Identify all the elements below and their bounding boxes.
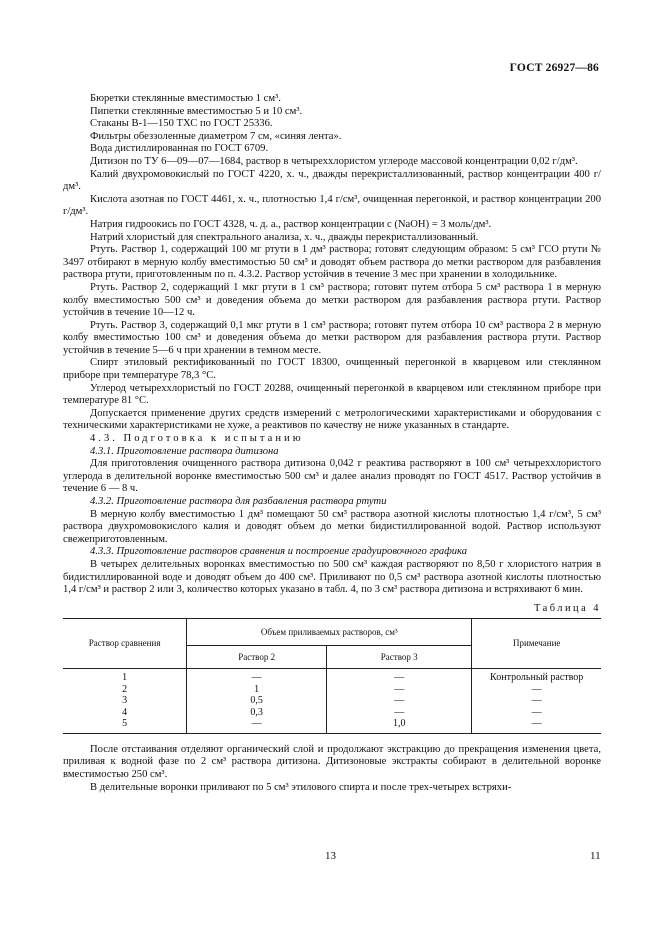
standard-number: ГОСТ 26927—86 — [509, 62, 599, 74]
paragraph: Углерод четыреххлористый по ГОСТ 20288, очищенный перегонкой в кварцевом или стеклянном приборе при температуре 81 °С. — [63, 382, 601, 407]
table-caption: Таблица 4 — [534, 602, 601, 614]
paragraph: В четырех делительных воронках вместимостью по 500 см³ каждая растворяют по 8,50 г хлористого натрия в бидистиллированной воде и доводят объем до 400 см³. Приливают по 0,5 см³ раствора азотной кислоты плотностью 1,4 г/см³ и раствор 2 или 3, количество которых указано в табл. 4, по 3 см³ раствора дитизона и встряхивают 6 мин. — [63, 558, 601, 596]
paragraph: Пипетки стеклянные вместимостью 5 и 10 см³. — [90, 105, 303, 117]
subsection-heading: 4.3.1. Приготовление раствора дитизона — [90, 445, 279, 457]
header-r2: Раствор 2 — [187, 646, 327, 669]
table-row: 2 1 — — — [63, 684, 601, 696]
paragraph: Ртуть. Раствор 2, содержащий 1 мкг ртути в 1 см³ раствора; готовят путем отбора 5 см³ раствора 1 в мерную колбу вместимостью 500 см³ и доведения объема до метки раствором для разбавления раствора ртути. Раствор устойчив в течение 10—12 ч. — [63, 281, 601, 319]
document-body — [63, 93, 601, 794]
paragraph: Калий двухромовокислый по ГОСТ 4220, х. ч., дважды перекристаллизованный, раствор концентрации 400 г/дм³. — [63, 168, 601, 193]
paragraph: Для приготовления очищенного раствора дитизона 0,042 г реактива растворяют в 100 см³ четыреххлористого углерода в делительной воронке вместимостью 500 см³ и далее анализ проводят по ГОСТ 4517. Раствор устойчив в течение 6 — 8 ч. — [63, 458, 601, 495]
paragraph: В делительные воронки приливают по 5 см³ этилового спирта и после трех-четырех встряхи- — [90, 781, 512, 793]
header-r3: Раствор 3 — [327, 646, 472, 669]
subsection-heading: 4.3.3. Приготовление растворов сравнения и построение градуировочного графика — [90, 546, 468, 558]
table-row: 5 — 1,0 — — [63, 718, 601, 733]
paragraph: Ртуть. Раствор 1, содержащий 100 мг ртути в 1 дм³ раствора; готовят следующим образом: 5 см³ ГСО ртути № 3497 отбирают в мерную колбу вместимостью 50 см³ и доводят объем раствора до метки раствором для разбавления раствора ртути, приготовленным по п. 4.3.2. Раствор устойчив в течение 3 мес при хранении в холодильнике. — [63, 244, 601, 281]
header-volume: Объем приливаемых растворов, см³ — [187, 619, 472, 646]
table-row: 3 0,5 — — — [63, 695, 601, 707]
table-row: 4 0,3 — — — [63, 707, 601, 719]
paragraph: В мерную колбу вместимостью 1 дм³ помещают 50 см³ раствора азотной кислоты плотностью 1,4 г/см³, 5 см³ раствора двухромовокислого калия и доводят объем до метки бидистиллированной водой. Раствор используют свежеприготовленным. — [63, 508, 601, 545]
table-row: 1 — — Контрольный раствор — [63, 669, 601, 684]
paragraph: Фильтры обеззоленные диаметром 7 см, «синяя лента». — [90, 130, 342, 142]
header-solution: Раствор сравнения — [88, 638, 161, 649]
paragraph: Ртуть. Раствор 3, содержащий 0,1 мкг ртути в 1 см³ раствора; готовят путем отбора 10 см³ раствора 2 в мерную колбу вместимостью 100 см³ и доведения объема до метки раствором для разбавления раствора ртути. Раствор устойчив в течение 5—6 ч при хранении в темном месте. — [63, 319, 601, 356]
section-heading: 4.3. Подготовка к испытанию — [90, 433, 304, 445]
paragraph: Натрий хлористый для спектрального анализа, х. ч., дважды перекристаллизованный. — [90, 231, 479, 243]
page-number-right: 11 — [590, 850, 601, 862]
paragraph: Кислота азотная по ГОСТ 4461, х. ч., плотностью 1,4 г/см³, очищенная перегонкой, и раствор концентрации 200 г/дм³. — [63, 193, 601, 218]
table-4 — [63, 618, 601, 734]
paragraph: Дитизон по ТУ 6—09—07—1684, раствор в четыреххлористом углероде массовой концентрации 0,02 г/дм³. — [90, 155, 578, 167]
header-note: Примечание — [472, 619, 601, 669]
paragraph: Спирт этиловый ректификованный по ГОСТ 18300, очищенный перегонкой в кварцевом или стеклянном приборе при температуре 78,3 °С. — [63, 357, 601, 382]
page-number-center: 13 — [325, 850, 336, 862]
paragraph: Вода дистиллированная по ГОСТ 6709. — [90, 143, 269, 155]
paragraph: Натрия гидроокись по ГОСТ 4328, ч. д. а., раствор концентрации с (NaOH) = 3 моль/дм³. — [90, 218, 492, 230]
paragraph: Допускается применение других средств измерений с метрологическими характеристиками и оборудования с техническими характеристиками не хуже, а реактивов по качеству не ниже указанных в стандарте. — [63, 407, 601, 432]
paragraph: Стаканы В-1—150 ТХС по ГОСТ 25336. — [90, 118, 273, 130]
subsection-heading: 4.3.2. Приготовление раствора для разбавления раствора ртути — [90, 496, 387, 507]
paragraph: Бюретки стеклянные вместимостью 1 см³. — [90, 93, 281, 104]
paragraph: После отстаивания отделяют органический слой и продолжают экстракцию до прекращения изменения цвета, приливая к водной фазе по 2 см³ раствора дитизона. Дитизоновые экстракты собирают в делительной воронке вместимостью 250 см³. — [63, 743, 601, 781]
